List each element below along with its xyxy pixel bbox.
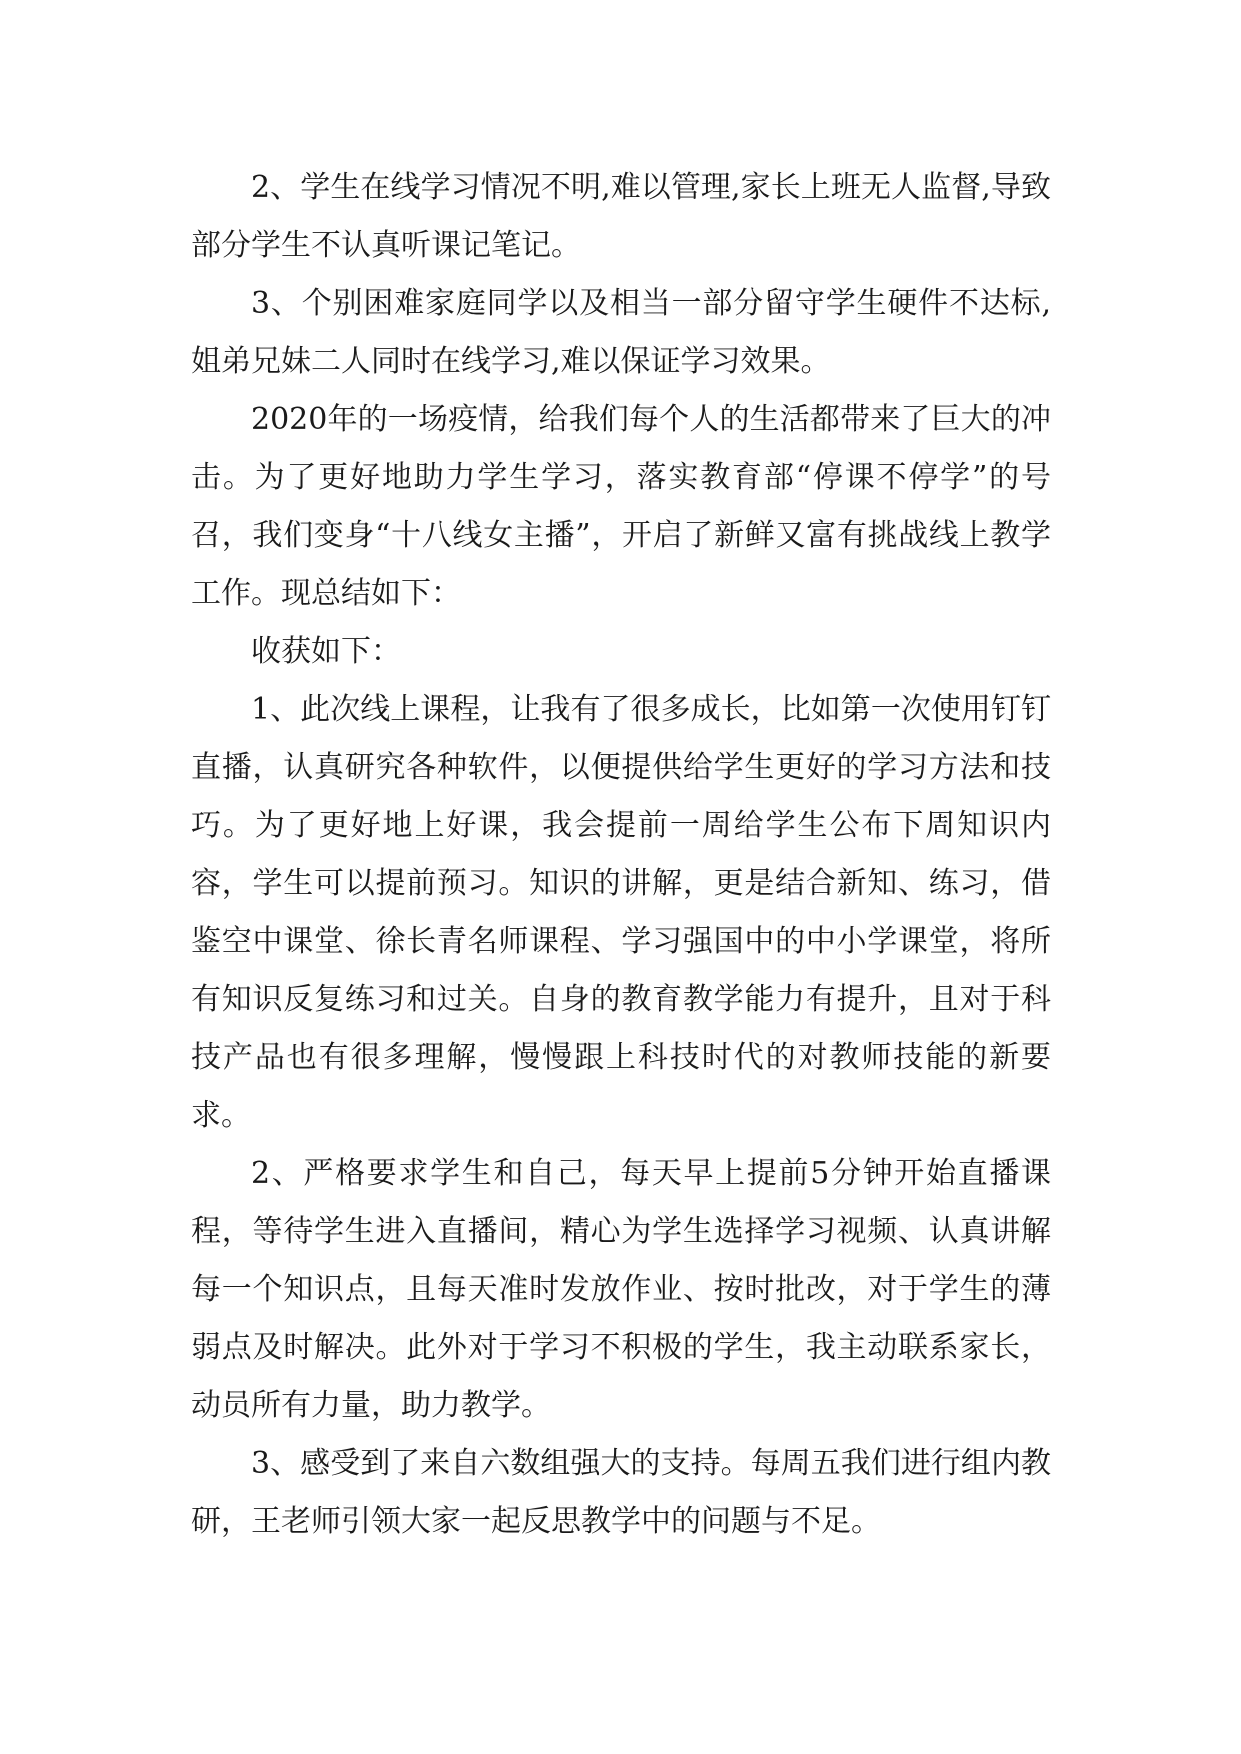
paragraph: 1、此次线上课程，让我有了很多成长，比如第一次使用钉钉直播，认真研究各种软件，以便提供给学生更好的学习方法和技巧。为了更好地上好课，我会提前一周给学生公布下周知识内容，学生可以提前预习。知识的讲解，更是结合新知、练习，借鉴空中课堂、徐长青名师课程、学习强国中的中小学课堂，将所有知识反复练习和过关。自身的教育教学能力有提升，且对于科技产品也有很多理解，慢慢跟上科技时代的对教师技能的新要求。 — [191, 692, 1051, 1133]
paragraph: 2020年的一场疫情，给我们每个人的生活都带来了巨大的冲击。为了更好地助力学生学习，落实教育部“停课不停学”的号召，我们变身“十八线女主播”，开启了新鲜又富有挑战线上教学工作。现总结如下： — [191, 402, 1051, 611]
document-body — [191, 159, 1051, 1551]
paragraph: 2、严格要求学生和自己，每天早上提前5分钟开始直播课程，等待学生进入直播间，精心为学生选择学习视频、认真讲解每一个知识点，且每天准时发放作业、按时批改，对于学生的薄弱点及时解决。此外对于学习不积极的学生，我主动联系家长，动员所有力量，助力教学。 — [191, 1156, 1051, 1423]
paragraph: 3、个别困难家庭同学以及相当一部分留守学生硬件不达标,姐弟兄妹二人同时在线学习,难以保证学习效果。 — [191, 286, 1051, 379]
paragraph: 2、学生在线学习情况不明,难以管理,家长上班无人监督,导致部分学生不认真听课记笔记。 — [191, 170, 1051, 263]
paragraph: 3、感受到了来自六数组强大的支持。每周五我们进行组内教研，王老师引领大家一起反思教学中的问题与不足。 — [191, 1446, 1051, 1539]
paragraph: 收获如下： — [251, 634, 401, 669]
